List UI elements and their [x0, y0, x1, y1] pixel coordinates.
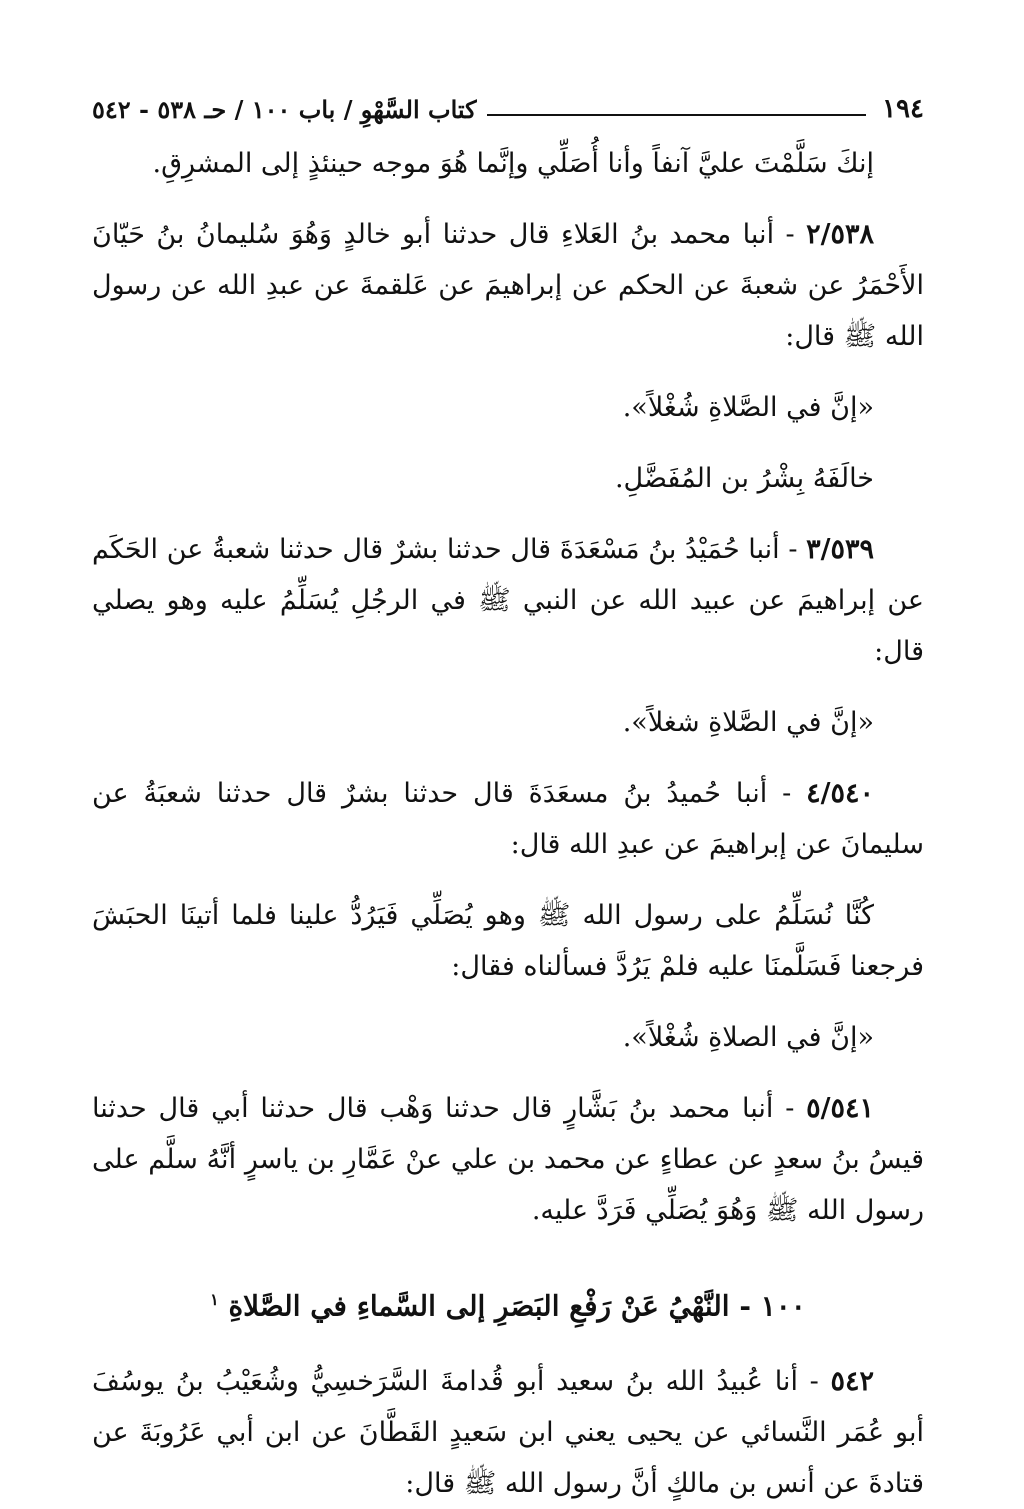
hadith-text: - أنبا محمد بنُ العَلاءِ قال حدثنا أبو خالدٍ وَهُوَ سُليمانُ بنُ حَيّانَ الأَحْمَرُ عن شعبةَ عن الحكم عن إبراهيمَ عن عَلقمةَ عن عبدِ الله عن رسول الله ﷺ قال:: [92, 219, 924, 352]
running-title: كتاب السَّهْوِ / باب ١٠٠ / حـ ٥٣٨ - ٥٤٢: [92, 95, 477, 124]
quote-line: «إنَّ في الصَّلاةِ شغلاً».: [622, 707, 874, 738]
hadith-542: [92, 1356, 924, 1509]
header-rule: [487, 114, 867, 116]
hadith-number: ٣/٥٣٩: [806, 534, 874, 565]
quote-line: «إنَّ في الصَّلاةِ شُغْلاً».: [622, 392, 874, 423]
hadith-539: [92, 524, 924, 677]
quote-line: «إنَّ في الصلاةِ شُغْلاً».: [622, 1022, 874, 1053]
hadith-text: - أنبا محمد بنُ بَشَّارٍ قال حدثنا وَهْب قال حدثنا أبي قال حدثنا قيسُ بنُ سعدٍ عن عطاءٍ عن محمد بن علي عنْ عَمَّارِ بن ياسرٍ أنَّهُ سلَّم على رسول الله ﷺ وَهُوَ يُصَلِّي فَرَدَّ عليه.: [92, 1093, 924, 1226]
hadith-text: - أنا عُبيدُ الله بنُ سعيد أبو قُدامةَ السَّرَخسِيُّ وشُعَيْبُ بنُ يوسُفَ أبو عُمَر النَّسائي عن يحيى يعني ابن سَعيدٍ القَطَّانَ عن ابن أبي عَرُوبَةَ عن قتادةَ عن أنس بن مالكٍ أنَّ رسول الله ﷺ قال:: [92, 1366, 924, 1500]
paragraph-continuation: إنكَ سَلَّمْتَ عليَّ آنفاً وأنا أُصَلِّي وإنَّما هُوَ موجه حينئذٍ إلى المشرِقِ.: [152, 148, 874, 179]
hadith-text: - أنبا حُمَيْدُ بنُ مَسْعَدَةَ قال حدثنا بشرٌ قال حدثنا شعبةُ عن الحَكَم عن إبراهيمَ عن عبيد الله عن النبي ﷺ في الرجُلِ يُسَلِّمُ عليه وهو يصلي قال:: [92, 534, 924, 667]
hadith-538: [92, 209, 924, 362]
paragraph-body: كُنَّا نُسَلِّمُ على رسول الله ﷺ وهو يُصَلِّي فَيَرُدُّ علينا فلما أتينَا الحبَشَ فرجعنا فَسَلَّمنَا عليه فلمْ يَرُدَّ فسألناه فقال:: [92, 900, 924, 982]
hadith-text: - أنبا حُميدُ بنُ مسعَدَةَ قال حدثنا بشرٌ قال حدثنا شعبَةُ عن سليمانَ عن إبراهيمَ عن عبدِ الله قال:: [92, 778, 924, 860]
footnote-marker: ١: [210, 1290, 219, 1309]
hadith-540: [92, 768, 924, 870]
hadith-number: ٤/٥٤٠: [806, 778, 874, 809]
chapter-title: [92, 1276, 924, 1330]
hadith-number: ٥٤٢: [830, 1366, 874, 1398]
note-line: خالَفَهُ بِشْرُ بن المُفَضَّلِ.: [614, 463, 874, 494]
page-number: ١٩٤: [882, 94, 924, 124]
page-header: [92, 88, 924, 124]
hadith-number: ٥/٥٤١: [806, 1093, 874, 1124]
chapter-title-text: ١٠٠ - النَّهْيُ عَنْ رَفْعِ البَصَرِ إلى السَّماءِ في الصَّلاةِ: [228, 1289, 806, 1323]
hadith-541: [92, 1083, 924, 1236]
hadith-number: ٢/٥٣٨: [806, 219, 874, 250]
